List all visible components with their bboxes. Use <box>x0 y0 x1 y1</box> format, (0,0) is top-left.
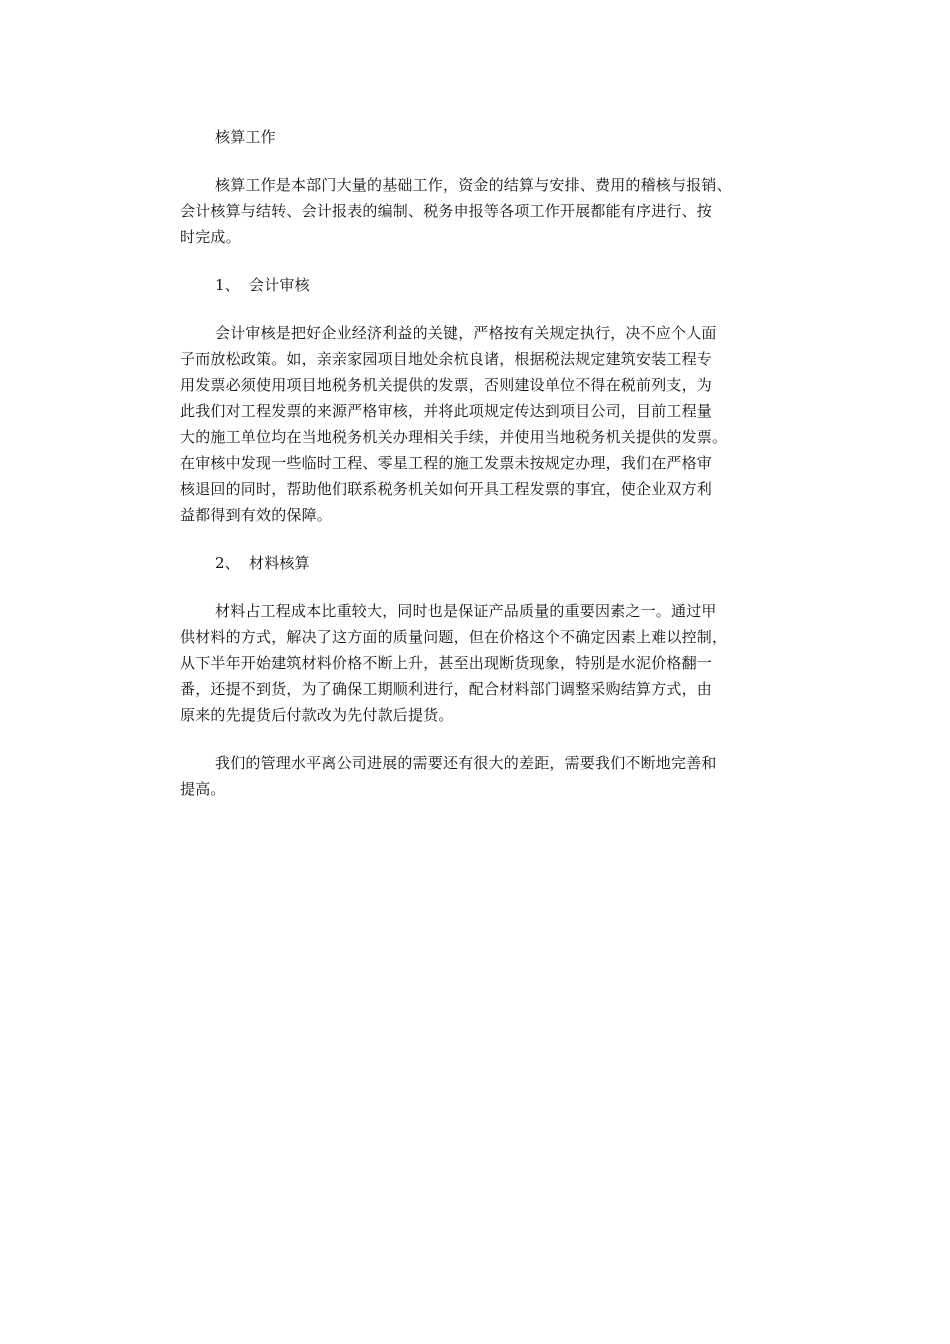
section-number: 2、 <box>215 554 240 572</box>
paragraph-line: 益都得到有效的保障。 <box>180 506 333 524</box>
paragraph-line: 此我们对工程发票的来源严格审核，并将此项规定传达到项目公司，目前工程量 <box>180 402 713 420</box>
section-1-paragraph <box>180 320 780 528</box>
intro-paragraph <box>180 172 780 250</box>
document-title: 核算工作 <box>215 128 276 146</box>
paragraph-line: 子而放松政策。如，亲亲家园项目地处余杭良诸，根据税法规定建筑安装工程专 <box>180 350 713 368</box>
section-number: 1、 <box>215 276 240 294</box>
paragraph-line: 原来的先提货后付款改为先付款后提货。 <box>180 706 454 724</box>
section-2-paragraph <box>180 598 780 728</box>
paragraph-line: 在审核中发现一些临时工程、零星工程的施工发票未按规定办理，我们在严格审 <box>180 454 713 472</box>
paragraph-line: 大的施工单位均在当地税务机关办理相关手续，并使用当地税务机关提供的发票。 <box>180 428 728 446</box>
paragraph-line: 提高。 <box>180 780 226 798</box>
paragraph-line: 核退回的同时，帮助他们联系税务机关如何开具工程发票的事宜，使企业双方利 <box>180 480 713 498</box>
spacer <box>180 728 780 750</box>
closing-paragraph <box>180 750 780 802</box>
section-heading-1 <box>180 272 780 298</box>
paragraph-line: 从下半年开始建筑材料价格不断上升，甚至出现断货现象，特别是水泥价格翻一 <box>180 654 713 672</box>
paragraph-line: 会计核算与结转、会计报表的编制、税务申报等各项工作开展都能有序进行、按 <box>180 202 713 220</box>
paragraph-line: 核算工作是本部门大量的基础工作，资金的结算与安排、费用的稽核与报销、 <box>215 176 732 194</box>
spacer <box>180 150 780 172</box>
spacer <box>180 576 780 598</box>
spacer <box>180 528 780 550</box>
spacer <box>180 298 780 320</box>
section-title: 材料核算 <box>249 554 310 572</box>
document-page <box>180 124 780 802</box>
paragraph-line: 我们的管理水平离公司进展的需要还有很大的差距，需要我们不断地完善和 <box>215 754 717 772</box>
paragraph-line: 材料占工程成本比重较大，同时也是保证产品质量的重要因素之一。通过甲 <box>215 602 717 620</box>
paragraph-line: 时完成。 <box>180 228 241 246</box>
paragraph-line: 会计审核是把好企业经济利益的关键，严格按有关规定执行，决不应个人面 <box>215 324 717 342</box>
paragraph-line: 用发票必须使用项目地税务机关提供的发票，否则建设单位不得在税前列支，为 <box>180 376 713 394</box>
spacer <box>180 250 780 272</box>
section-heading-2 <box>180 550 780 576</box>
paragraph-line: 供材料的方式，解决了这方面的质量问题，但在价格这个不确定因素上难以控制， <box>180 628 728 646</box>
paragraph-line: 番，还提不到货，为了确保工期顺利进行，配合材料部门调整采购结算方式，由 <box>180 680 713 698</box>
section-title: 会计审核 <box>249 276 310 294</box>
